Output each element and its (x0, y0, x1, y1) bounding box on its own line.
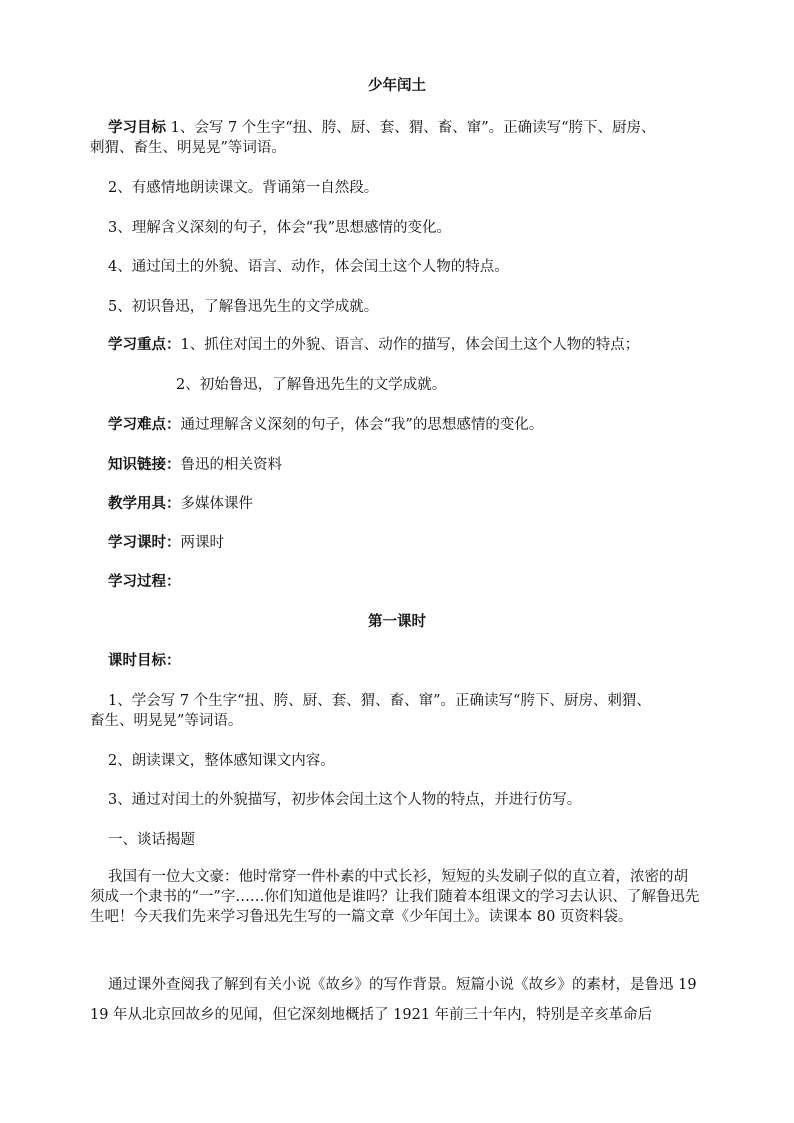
process-label: 学习过程： (108, 573, 181, 590)
lesson1-goal1: 1、学会写 7 个生字“扭、胯、厨、套、猬、畜、窜”。正确读写“胯下、厨房、刺猬、 (108, 693, 651, 709)
hours-label: 学习课时： (108, 534, 181, 551)
difficulty-label: 学习难点： (108, 416, 181, 433)
focus-item2: 2、初始鲁迅，了解鲁迅先生的文学成就。 (176, 377, 447, 393)
hours-text: 两课时 (180, 535, 224, 551)
hours-line (108, 533, 708, 553)
intro-paragraph: 我国有一位大文豪：他时常穿一件朴素的中式长衫，短短的头发刷子似的直立着，浓密的胡须成一个隶书的“一”字……你们知道他是谁吗？让我们随着本组课文的学习去认识、了解鲁迅先生吧！今天我们先来学习鲁迅先生写的一篇文章《少年闰土》。读课本 80 页资料袋。 (90, 869, 700, 925)
goals-item1: 1、会写 7 个生字“扭、胯、厨、套、猬、畜、窜”。正确读写“胯下、厨房、 (170, 120, 656, 136)
difficulty-text: 通过理解含义深刻的句子，体会“我”的思想感情的变化。 (180, 417, 544, 433)
goals-item1-cont: 刺猬、畜生、明晃晃”等词语。 (90, 140, 286, 156)
background-paragraph: 通过课外查阅我了解到有关小说《故乡》的写作背景。短篇小说《故乡》的素材，是鲁迅 1919 年从北京回故乡的见闻，但它深刻地概括了 1921 年前三十年内，特别是辛亥革命后 (90, 977, 697, 1023)
lesson1-goal2: 2、朗读课文，整体感知课文内容。 (108, 753, 335, 769)
lesson1-title: 第一课时 (368, 613, 426, 630)
focus-label: 学习重点： (108, 336, 181, 353)
page-title: 少年闰土 (368, 77, 426, 94)
tools-line (108, 494, 708, 514)
focus-item1: 1、抓住对闰土的外貌、语言、动作的描写，体会闰土这个人物的特点； (180, 337, 640, 353)
link-label: 知识链接： (108, 456, 181, 473)
goals-item5: 5、初识鲁迅，了解鲁迅先生的文学成就。 (108, 299, 379, 315)
lesson1-goal1-cont: 畜生、明晃晃”等词语。 (90, 713, 243, 729)
lesson1-goal3: 3、通过对闰土的外貌描写，初步体会闰土这个人物的特点，并进行仿写。 (108, 792, 582, 808)
focus-line (108, 335, 708, 355)
link-line (108, 455, 708, 475)
tools-text: 多媒体课件 (180, 496, 253, 512)
tools-label: 教学用具： (108, 495, 181, 512)
goals-line1 (108, 118, 708, 138)
goals-item2: 2、有感情地朗读课文。背诵第一自然段。 (108, 180, 379, 196)
goals-label: 学习目标 (108, 119, 166, 136)
section-heading-1: 一、谈话揭题 (108, 832, 195, 848)
difficulty-line (108, 415, 708, 435)
goals-item4: 4、通过闰土的外貌、语言、动作，体会闰土这个人物的特点。 (108, 259, 509, 275)
link-text: 鲁迅的相关资料 (180, 457, 282, 473)
goals-item3: 3、理解含义深刻的句子，体会“我”思想感情的变化。 (108, 220, 452, 236)
lesson1-goals-label: 课时目标： (108, 652, 181, 669)
